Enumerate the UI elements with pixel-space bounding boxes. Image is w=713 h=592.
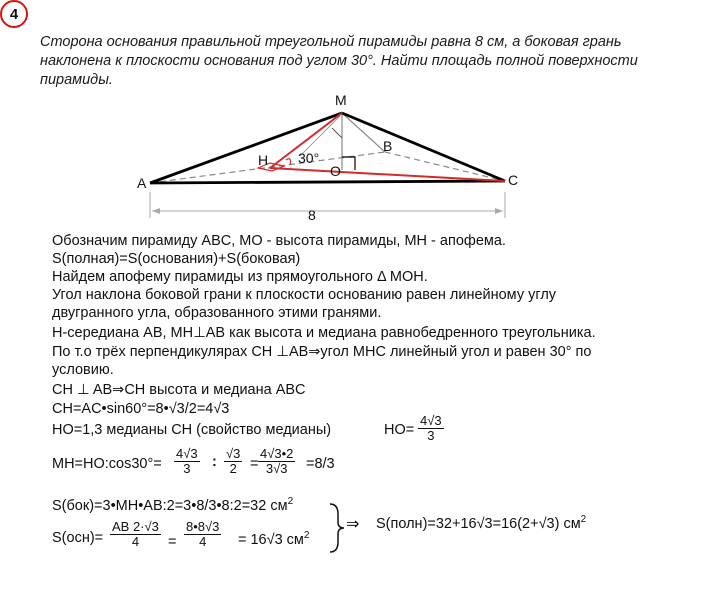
mh-f1-den: 3	[183, 461, 191, 476]
s-osn-fraction-2	[184, 520, 221, 549]
mh-f3-den: 3√3	[265, 461, 288, 476]
solution-line-8: условию.	[52, 362, 114, 378]
label-B: B	[383, 138, 393, 154]
edge-MC	[342, 113, 505, 181]
ho-den: 3	[427, 428, 435, 443]
dim-arrow-right	[495, 208, 503, 214]
hidden-edge-MB	[342, 113, 385, 152]
s-osn-f2-den: 4	[199, 534, 207, 549]
mh-fraction-3	[258, 447, 295, 476]
ho-line: HO=1,3 медианы CH (свойство медианы)	[52, 422, 332, 438]
right-angle-marker-O	[342, 157, 355, 170]
edge-AC	[150, 181, 505, 183]
s-bok-sup: 2	[287, 496, 294, 507]
problem-number: 4	[9, 5, 19, 23]
s-bok-text: S(бок)=3•MH•AB:2=3•8/3•8:2=32 см	[52, 498, 288, 514]
solution-line-10: CH=AC•sin60°=8•√3/2=4√3	[52, 401, 230, 417]
mh-f3-num: 4√3•2	[260, 446, 294, 461]
solution-line-5: двугранного угла, образованного этими гранями.	[52, 305, 382, 321]
ho-num: 4√3	[420, 413, 442, 428]
ho-fraction	[418, 414, 444, 443]
s-osn-f1-num: AB 2·√3	[112, 519, 159, 534]
s-osn-prefix: S(осн)=	[52, 530, 104, 546]
label-A: A	[137, 175, 147, 191]
label-M: M	[335, 92, 347, 108]
mh-fraction-1	[174, 447, 200, 476]
s-poln-text: S(полн)=32+16√3=16(2+√3) см	[376, 516, 581, 532]
sum-brace	[330, 504, 344, 552]
mh-result: =8/3	[306, 456, 335, 472]
red-HC	[270, 168, 505, 181]
s-osn-f1-den: 4	[131, 534, 140, 549]
s-osn-fraction-1	[110, 520, 161, 549]
mh-fraction-2	[224, 447, 242, 476]
solution-line-4: Угол наклона боковой грани к плоскости основанию равен линейному углу	[52, 287, 557, 303]
label-side: 8	[308, 207, 316, 223]
solution-line-6: H-середиана AB, MH⊥AB как высота и медиана равнобедренного треугольника.	[52, 325, 596, 341]
label-C: C	[508, 172, 519, 188]
mh-f2-den: 2	[229, 461, 237, 476]
sum-arrow: ⇒	[346, 516, 360, 533]
solution-line-1: Обозначим пирамиду ABC, MO - высота пирамиды, MH - апофема.	[52, 233, 506, 249]
dim-arrow-left	[152, 208, 160, 214]
ho-prefix: HO=	[384, 422, 415, 438]
s-poln-sup: 2	[580, 514, 587, 525]
mh-prefix: MH=HO:cos30°=	[52, 456, 162, 472]
mh-f2-num: √3	[226, 446, 241, 461]
mh-colon: :	[212, 454, 217, 470]
solution-line-7: По т.о трёх перпендикулярах CH ⊥AB⇒угол MHC линейный угол и равен 30° по	[52, 344, 592, 360]
label-H: H	[258, 152, 269, 168]
mh-f1-num: 4√3	[176, 446, 198, 461]
mh-eq: =	[250, 456, 259, 472]
s-bok-line	[52, 498, 293, 514]
problem-line-1: Сторона основания правильной треугольной пирамиды равна 8 см, а боковая грань	[40, 34, 622, 50]
hatch-1	[332, 128, 342, 138]
s-osn-sup: 2	[303, 530, 310, 541]
problem-line-3: пирамиды.	[40, 72, 113, 88]
s-osn-result: = 16√3 см	[238, 532, 304, 548]
s-osn-eq: =	[168, 534, 177, 550]
edge-MA	[150, 113, 342, 183]
s-osn-f2-num: 8•8√3	[186, 519, 220, 534]
solution-line-9: CH ⊥ AB⇒CH высота и медиана ABC	[52, 382, 306, 398]
label-angle: 30°	[298, 150, 320, 166]
solution-line-3: Найдем апофему пирамиды из прямоугольного Δ MOH.	[52, 269, 428, 285]
angle-arc	[286, 159, 291, 165]
problem-line-2: наклонена к плоскости основания под углом 30°. Найти площадь полной поверхности	[40, 53, 638, 69]
label-O: O	[330, 163, 341, 179]
s-osn-result-line	[238, 532, 309, 548]
s-poln-line	[376, 516, 586, 532]
solution-line-2: S(полная)=S(основания)+S(боковая)	[52, 251, 301, 267]
